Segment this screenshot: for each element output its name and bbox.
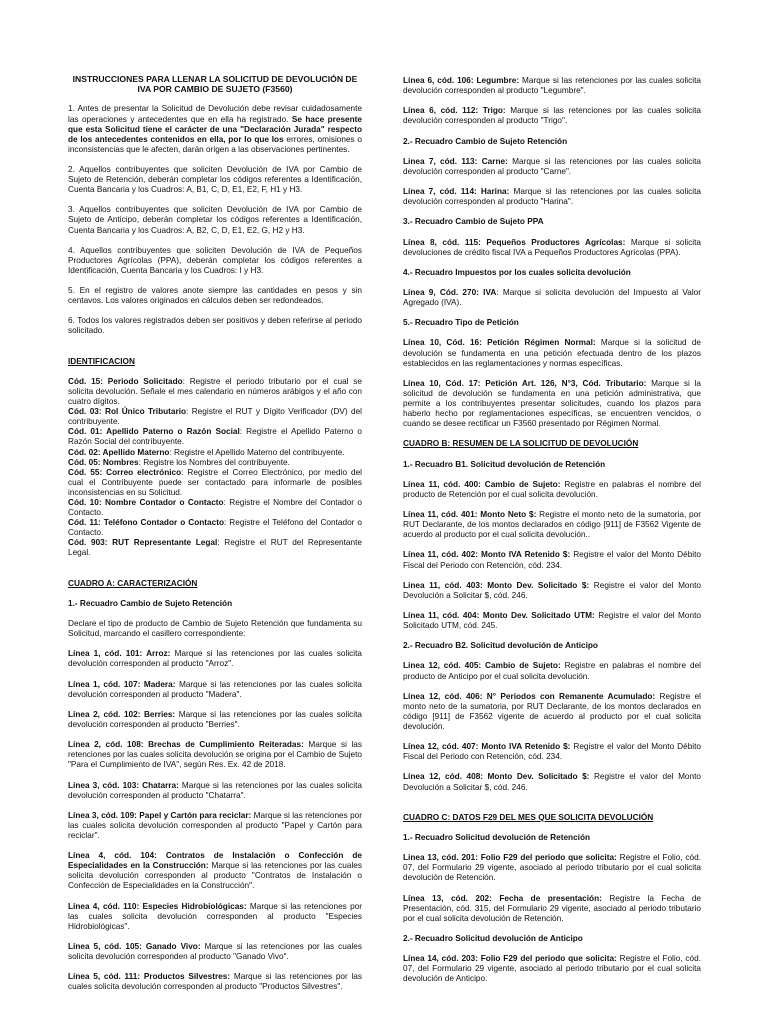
ident-item: Cód. 01: Apellido Paterno o Razón Social: Registre el Apellido Paterno o Razón Social del contribuyente.	[68, 427, 362, 447]
linea-item: Línea 11, cód. 400: Cambio de Sujeto: Registre en palabras el nombre del producto de Retención por el cual solicita devolución.	[403, 479, 702, 499]
linea-item: Línea 11, cód. 402: Monto IVA Retenido $: Registre el valor del Monto Débito Fiscal del Periodo con Retención, cód. 234.	[403, 550, 702, 570]
linea-item: Línea 3, cód. 103: Chatarra: Marque si las retenciones por las cuales solicita devolución corresponden al producto "Chatarra".	[68, 780, 362, 800]
instruction-paragraph-5: 5. En el registro de valores anote siempre las cantidades en pesos y sin centavos. Los valores originados en cálculos deben ser redondeados.	[68, 286, 362, 306]
linea-item: Línea 1, cód. 107: Madera: Marque si las retenciones por las cuales solicita devolución corresponden al producto "Madera".	[68, 679, 362, 699]
ident-item: Cód. 11: Teléfono Contador o Contacto: Registre el Teléfono del Contador o Contacto.	[68, 518, 363, 538]
instruction-paragraph-2: 2. Aquellos contribuyentes que soliciten Devolución de IVA por Cambio de Sujeto de Retención, deberán completar los códigos referentes a Identificación, Cuenta Bancaria y los Cuadros: A, B1, C, D, E1, E2, F, H1 y H3.	[68, 164, 362, 195]
linea-item: Línea 3, cód. 109: Papel y Cartón para reciclar: Marque si las retenciones por las cuales solicita devolución corresponden al producto "Papel y Cartón para reciclar".	[68, 810, 362, 840]
linea-item: Línea 7, cód. 114: Harina: Marque si las retenciones por las cuales solicita devolución corresponden al producto "Harina".	[403, 187, 701, 207]
linea-item: Línea 12, cód. 405: Cambio de Sujeto: Registre en palabras el nombre del producto de Anticipo por el cual solicita devolución.	[403, 661, 701, 681]
linea-item: Línea 7, cód. 113: Carne: Marque si las retenciones por las cuales solicita devolución corresponden al producto "Carne".	[403, 156, 701, 176]
linea-item: Línea 13, cód. 201: Folio F29 del periodo que solicita: Registre el Folio, cód. 07, del Formulario 29 vigente, asociado al periodo tributario por el cual solicita devolución de Retención.	[403, 853, 702, 883]
linea-item: Línea 14, cód. 203: Folio F29 del periodo que solicita: Registre el Folio, cód. 07, del Formulario 29 vigente, asociado al periodo tributario por el cual solicita devolución de Anticipo.	[403, 954, 702, 984]
linea-item: Línea 2, cód. 102: Berries: Marque si las retenciones por las cuales solicita devolución corresponden al producto "Berries".	[68, 709, 362, 729]
linea-item: Línea 10, Cód. 16: Petición Régimen Normal: Marque si la solicitud de devolución se fundamenta en una petición efectuada dentro de los plazos establecidos en las reglamentaciones y normas específicas.	[403, 338, 702, 368]
linea-item: Línea 11, cód. 403: Monto Dev. Solicitado $: Registre el valor del Monto Devolución a Solicitar $, cód. 246.	[403, 580, 701, 600]
identificacion-heading: IDENTIFICACION	[68, 356, 135, 366]
cuadro-b-heading: CUADRO B: RESUMEN DE LA SOLICITUD DE DEVOLUCIÓN	[403, 439, 639, 449]
linea-item: Línea 9, Cód. 270: IVA: Marque si solicita devolución del Impuesto al Valor Agregado (IVA).	[403, 287, 702, 308]
right-column	[403, 76, 701, 994]
recuadro-b1-heading: 1.- Recuadro B1. Solicitud devolución de Retención	[403, 459, 606, 469]
linea-item: Línea 12, cód. 408: Monto Dev. Solicitado $: Registre el valor del Monto Devolución a Solicitar $, cód. 246.	[403, 772, 701, 792]
recuadro-5-heading: 5.- Recuadro Tipo de Petición	[403, 318, 519, 328]
linea-item: Línea 2, cód. 108: Brechas de Cumplimiento Reiteradas: Marque si las retenciones por las cuales solicita devolución se origina por el Cambio de Sujeto "Para el Cumplimiento de IVA", según Res. Ex. 42 de 2018.	[68, 740, 362, 770]
linea-item: Línea 5, cód. 111: Productos Silvestres: Marque si las retenciones por las cuales solicita devolución corresponden al producto "Productos Silvestres".	[68, 972, 363, 992]
linea-item: Línea 4, cód. 110: Especies Hidrobiológicas: Marque si las retenciones por las cuales solicita devolución corresponden al producto "Especies Hidrobiológicas".	[68, 901, 362, 931]
linea-item: Línea 12, cód. 406: N° Periodos con Remanente Acumulado: Registre el monto neto de la sumatoria, por RUT Declarante, de los montos declarados en código [911] de F3562 vigente de acuerdo al producto por el cual solicita devolución.	[403, 691, 701, 731]
recuadro-b2-heading: 2.- Recuadro B2. Solicitud devolución de Anticipo	[403, 641, 598, 651]
recuadro-1-heading: 1.- Recuadro Cambio de Sujeto Retención	[68, 598, 233, 608]
linea-item: Línea 8, cód. 115: Pequeños Productores Agrícolas: Marque si solicita devoluciones de crédito fiscal IVA a Pequeños Productores Agrícolas (PPA).	[403, 237, 701, 257]
ident-item: Cód. 10: Nombre Contador o Contacto: Registre el Nombre del Contador o Contacto.	[68, 497, 362, 518]
ident-item: Cód. 03: Rol Único Tributario: Registre el RUT y Dígito Verificador (DV) del contribuyente.	[68, 407, 362, 427]
ident-item: Cód. 05: Nombres: Registre los Nombres del contribuyente.	[68, 457, 290, 467]
cuadro-c-heading: CUADRO C: DATOS F29 DEL MES QUE SOLICITA DEVOLUCIÓN	[403, 812, 654, 822]
linea-item: Línea 4, cód. 104: Contratos de Instalación o Confección de Especialidades en la Construcción: Marque si las retenciones por las cuales solicita devolución corresponden al producto "Contratos de Instalación o Confección de Especialidades en la Construcción".	[68, 851, 362, 891]
recuadro-3-heading: 3.- Recuadro Cambio de Sujeto PPA	[403, 217, 544, 227]
linea-item: Línea 12, cód. 407: Monto IVA Retenido $: Registre el valor del Monto Débito Fiscal del Periodo con Retención, cód. 234.	[403, 742, 702, 762]
linea-item: Línea 10, Cód. 17: Petición Art. 126, N°3, Cód. Tributario: Marque si la solicitud de devolución se fundamenta en una petición administrativa, que permite a los contribuyentes presentar solicitudes, cuando los plazos para haberlo hecho por reglamentaciones específicas, se encuentren vencidos, o cuando se desee rectificar un F3560 presentado por Régimen Normal.	[403, 378, 701, 429]
recuadro-c1-heading: 1.- Recuadro Solicitud devolución de Retención	[403, 832, 591, 842]
recuadro-4-heading: 4.- Recuadro Impuestos por los cuales solicita devolución	[403, 267, 631, 277]
linea-item: Línea 11, cód. 404: Monto Dev. Solicitado UTM: Registre el valor del Monto Solicitado UTM, cód. 245.	[403, 610, 701, 631]
recuadro-c2-heading: 2.- Recuadro Solicitud devolución de Anticipo	[403, 933, 583, 943]
recuadro-2-heading: 2.- Recuadro Cambio de Sujeto Retención	[403, 136, 568, 146]
ident-item: Cód. 02: Apellido Materno: Registre el Apellido Materno del contribuyente.	[68, 447, 345, 457]
ident-item: Cód. 903: RUT Representante Legal: Registre el RUT del Representante Legal.	[68, 538, 362, 558]
left-column	[68, 74, 362, 1003]
identificacion-list	[68, 377, 362, 559]
cuadro-a-heading: CUADRO A: CARACTERIZACIÓN	[68, 578, 198, 588]
linea-item: Línea 13, cód. 202: Fecha de presentación: Registre la Fecha de Presentación, cód. 315, del Formulario 29 vigente, asociado al periodo tributario por el cual solicita devolución de Retención.	[403, 893, 701, 923]
linea-item: Línea 6, cód. 106: Legumbre: Marque si las retenciones por las cuales solicita devolución corresponden al producto "Legumbre".	[403, 76, 701, 96]
instruction-paragraph-1: 1. Antes de presentar la Solicitud de Devolución debe revisar cuidadosamente las operaciones y antecedentes que en ella ha registrado. Se hace presente que esta Solicitud tiene el carácter de una "Declaración Jurada" respecto de los antecedentes contenidos en ella, por lo que los errores, omisiones o inconsistencias que le afecten, darán origen a las observaciones pertinentes.	[68, 104, 362, 154]
instruction-paragraph-3: 3. Aquellos contribuyentes que soliciten Devolución de IVA por Cambio de Sujeto de Anticipo, deberán completar los códigos referentes a Identificación, Cuenta Bancaria y los Cuadros: A, B2, C, D, E1, E2, G, H2 y H3.	[68, 205, 362, 235]
document-title: INSTRUCCIONES PARA LLENAR LA SOLICITUD DE DEVOLUCIÓN DE IVA POR CAMBIO DE SUJETO (F3560)	[72, 74, 358, 95]
ident-item: Cód. 15: Periodo Solicitado: Registre el periodo tributario por el cual se solicita devolución. Señale el mes calendario en números arábigos y el año con cuatro dígitos.	[68, 376, 362, 407]
ident-item: Cód. 55: Correo electrónico: Registre el Correo Electrónico, por medio del cual el Contribuyente puede ser contactado para informarle de posibles inconsistencias en su Solicitud.	[68, 467, 362, 497]
linea-item: Línea 5, cód. 105: Ganado Vivo: Marque si las retenciones por las cuales solicita devolución corresponden al producto "Ganado Vivo".	[68, 942, 363, 962]
recuadro-1-intro: Declare el tipo de producto de Cambio de Sujeto Retención que fundamenta su Solicitud, marcando el casillero correspondiente:	[68, 619, 362, 639]
linea-item: Línea 11, cód. 401: Monto Neto $: Registre el monto neto de la sumatoria, por RUT Declarante, de los montos declarados en código [911] de F3562 Vigente de acuerdo al producto por el cual solicita devolución..	[403, 510, 701, 540]
instruction-paragraph-4: 4. Aquellos contribuyentes que soliciten Devolución de IVA de Pequeños Productores Agrícolas (PPA), deberán completar los códigos referentes a Identificación, Cuenta Bancaria y los Cuadros: I y H3.	[68, 245, 362, 275]
linea-item: Línea 1, cód. 101: Arroz: Marque si las retenciones por las cuales solicita devolución corresponden al producto "Arroz".	[68, 649, 362, 669]
instruction-paragraph-6: 6. Todos los valores registrados deben ser positivos y deben referirse al periodo solicitado.	[68, 316, 362, 336]
linea-item: Línea 6, cód. 112: Trigo: Marque si las retenciones por las cuales solicita devolución corresponden al producto "Trigo".	[403, 106, 701, 126]
